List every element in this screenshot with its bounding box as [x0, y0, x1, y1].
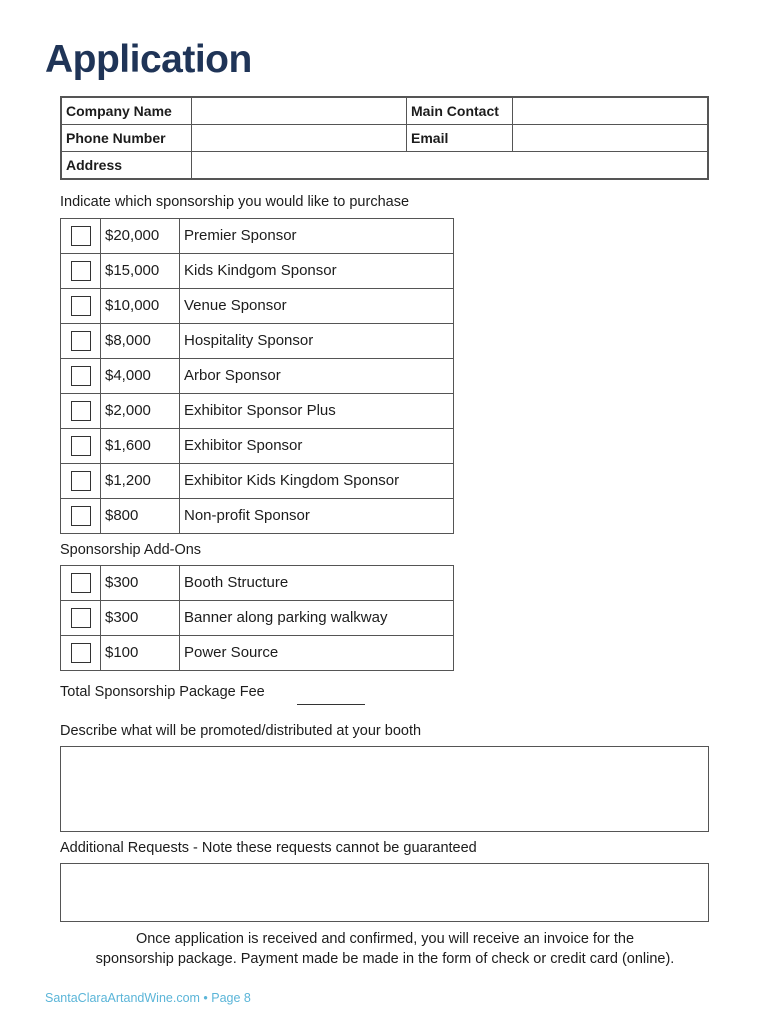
contact-row-company — [62, 98, 707, 124]
email-label: Email — [407, 125, 513, 151]
sponsorship-name: Exhibitor Sponsor Plus — [184, 401, 336, 419]
sponsorship-row — [61, 288, 453, 323]
invoice-note-line: sponsorship package. Payment made be made in the form of check or credit card (online). — [95, 950, 675, 967]
addon-name: Booth Structure — [184, 574, 289, 591]
sponsorship-name: Premier Sponsor — [184, 227, 297, 244]
sponsorship-checkbox[interactable] — [71, 331, 91, 351]
invoice-note-line: Once application is received and confirmed, you will receive an invoice for the — [135, 931, 635, 947]
company-name-label: Company Name — [62, 98, 192, 124]
phone-number-label: Phone Number — [62, 125, 192, 151]
addon-row — [61, 600, 453, 635]
addon-checkbox[interactable] — [71, 573, 91, 593]
sponsorship-name: Kids Kindgom Sponsor — [184, 261, 337, 279]
describe-label: Describe what will be promoted/distributed at your booth — [60, 723, 422, 739]
sponsorship-table — [60, 218, 454, 534]
invoice-note — [45, 930, 725, 969]
sponsorship-checkbox[interactable] — [71, 506, 91, 526]
sponsorship-checkbox[interactable] — [71, 401, 91, 421]
addon-price: $100 — [101, 636, 180, 670]
addon-checkbox[interactable] — [71, 608, 91, 628]
addon-price: $300 — [101, 566, 180, 600]
contact-table — [60, 96, 709, 180]
addon-name: Banner along parking walkway — [184, 608, 388, 626]
sponsorship-row — [61, 463, 453, 498]
sponsorship-row — [61, 358, 453, 393]
email-field[interactable] — [513, 125, 707, 151]
describe-textarea[interactable] — [60, 746, 709, 832]
sponsorship-price: $2,000 — [101, 394, 180, 428]
sponsorship-price: $20,000 — [101, 219, 180, 253]
sponsorship-price: $8,000 — [101, 324, 180, 358]
sponsorship-row — [61, 428, 453, 463]
sponsorship-row — [61, 219, 453, 253]
addons-table — [60, 565, 454, 671]
sponsorship-checkbox[interactable] — [71, 471, 91, 491]
sponsorship-name: Exhibitor Kids Kingdom Sponsor — [184, 471, 400, 489]
requests-label: Additional Requests - Note these requests cannot be guaranteed — [60, 840, 477, 856]
sponsorship-checkbox[interactable] — [71, 366, 91, 386]
sponsorship-price: $1,600 — [101, 429, 180, 463]
sponsorship-name: Non-profit Sponsor — [184, 506, 310, 524]
sponsorship-price: $800 — [101, 499, 180, 533]
sponsorship-price: $10,000 — [101, 289, 180, 323]
address-field[interactable] — [192, 152, 707, 178]
addon-row — [61, 566, 453, 600]
sponsorship-name: Exhibitor Sponsor — [184, 436, 303, 454]
main-contact-label: Main Contact — [407, 98, 513, 124]
sponsorship-name: Arbor Sponsor — [184, 366, 281, 384]
addon-name: Power Source — [184, 643, 279, 661]
contact-row-address — [62, 151, 707, 178]
sponsorship-name: Hospitality Sponsor — [184, 331, 314, 349]
addon-row — [61, 635, 453, 670]
address-label: Address — [62, 152, 192, 178]
sponsorship-row — [61, 253, 453, 288]
sponsorship-row — [61, 498, 453, 533]
sponsorship-price: $15,000 — [101, 254, 180, 288]
contact-row-phone — [62, 124, 707, 151]
sponsorship-checkbox[interactable] — [71, 261, 91, 281]
sponsorship-name: Venue Sponsor — [184, 296, 287, 314]
addon-checkbox[interactable] — [71, 643, 91, 663]
sponsorship-checkbox[interactable] — [71, 436, 91, 456]
main-contact-field[interactable] — [513, 98, 707, 124]
sponsorship-price: $4,000 — [101, 359, 180, 393]
sponsorship-price: $1,200 — [101, 464, 180, 498]
total-fee-field[interactable] — [297, 704, 365, 705]
page-title: Application — [45, 38, 252, 81]
addon-price: $300 — [101, 601, 180, 635]
company-name-field[interactable] — [192, 98, 407, 124]
sponsorship-checkbox[interactable] — [71, 226, 91, 246]
page-footer: SantaClaraArtandWine.com • Page 8 — [45, 991, 251, 1005]
total-fee-label: Total Sponsorship Package Fee — [60, 684, 265, 700]
requests-textarea[interactable] — [60, 863, 709, 922]
sponsorship-row — [61, 393, 453, 428]
sponsorship-prompt: Indicate which sponsorship you would like to purchase — [60, 194, 410, 210]
sponsorship-checkbox[interactable] — [71, 296, 91, 316]
sponsorship-row — [61, 323, 453, 358]
addons-label: Sponsorship Add-Ons — [60, 542, 202, 558]
phone-number-field[interactable] — [192, 125, 407, 151]
